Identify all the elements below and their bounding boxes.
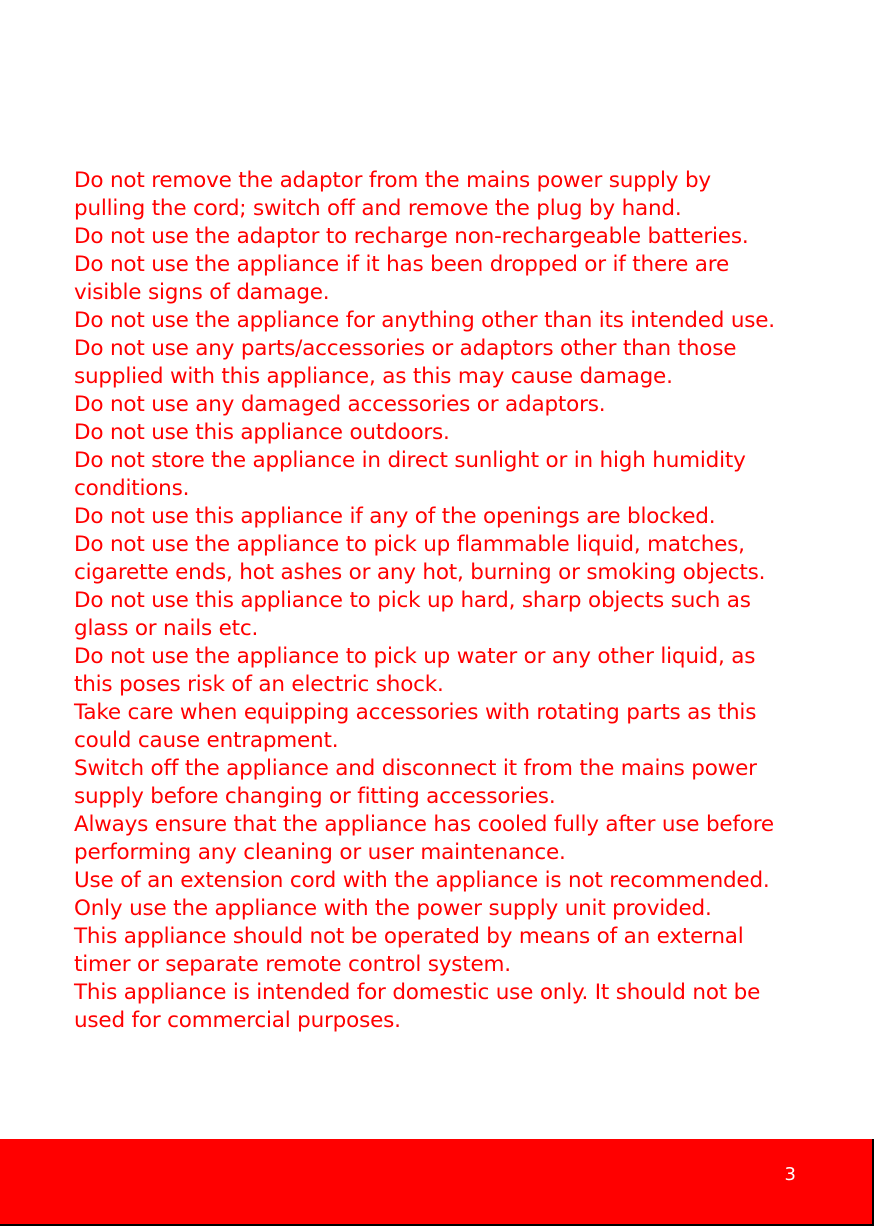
safety-line: Do not use the appliance to pick up flammable liquid, matches,	[74, 532, 745, 557]
safety-line: pulling the cord; switch off and remove the plug by hand.	[74, 196, 682, 221]
safety-line: glass or nails etc.	[74, 616, 259, 641]
safety-line: This appliance should not be operated by means of an external	[74, 924, 744, 949]
safety-line: Do not use the adaptor to recharge non-rechargeable batteries.	[74, 224, 749, 249]
safety-line: Do not use any parts/accessories or adaptors other than those	[74, 336, 737, 361]
safety-line: this poses risk of an electric shock.	[74, 672, 444, 697]
safety-line: supply before changing or fitting accessories.	[74, 784, 556, 809]
safety-line: visible signs of damage.	[74, 280, 330, 305]
safety-line: Do not use this appliance to pick up hard, sharp objects such as	[74, 588, 751, 613]
safety-line: used for commercial purposes.	[74, 1008, 401, 1033]
safety-line: Do not store the appliance in direct sunlight or in high humidity	[74, 448, 746, 473]
safety-line: Use of an extension cord with the appliance is not recommended.	[74, 868, 770, 893]
safety-line: Do not use this appliance outdoors.	[74, 420, 450, 445]
safety-line: Switch off the appliance and disconnect it from the mains power	[74, 756, 757, 781]
safety-line: performing any cleaning or user maintenance.	[74, 840, 566, 865]
safety-line: conditions.	[74, 476, 190, 501]
safety-line: Do not use the appliance to pick up water or any other liquid, as	[74, 644, 756, 669]
safety-line: Do not use any damaged accessories or adaptors.	[74, 392, 606, 417]
safety-line: cigarette ends, hot ashes or any hot, burning or smoking objects.	[74, 560, 766, 585]
safety-instructions	[74, 167, 834, 1035]
safety-line: could cause entrapment.	[74, 728, 339, 753]
safety-line: Do not use the appliance for anything other than its intended use.	[74, 308, 775, 333]
safety-line: Do not use the appliance if it has been dropped or if there are	[74, 252, 729, 277]
page-number: 3	[784, 1164, 796, 1185]
safety-line: Do not remove the adaptor from the mains power supply by	[74, 168, 711, 193]
safety-line: timer or separate remote control system.	[74, 952, 511, 977]
safety-line: Only use the appliance with the power supply unit provided.	[74, 896, 712, 921]
footer-band	[0, 1139, 874, 1226]
safety-line: This appliance is intended for domestic use only. It should not be	[74, 980, 761, 1005]
safety-line: Take care when equipping accessories with rotating parts as this	[74, 700, 757, 725]
safety-line: Do not use this appliance if any of the openings are blocked.	[74, 504, 716, 529]
safety-line: supplied with this appliance, as this may cause damage.	[74, 364, 673, 389]
safety-line: Always ensure that the appliance has cooled fully after use before	[74, 812, 774, 837]
